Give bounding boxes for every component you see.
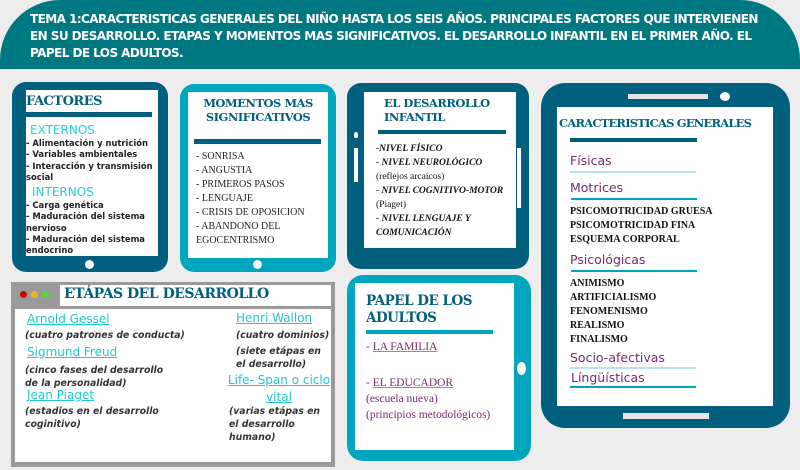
desarrollo-screen — [364, 92, 516, 248]
list-item: - Variables ambientales — [26, 149, 138, 160]
divider — [570, 138, 697, 142]
list-item: - Interacción y transmisión social — [26, 160, 153, 182]
socio-heading: Socio-afectivas — [570, 350, 665, 365]
fisicas-heading: Físicas — [570, 153, 612, 168]
list-item: PSICOMOTRICIDAD GRUESA — [570, 206, 713, 217]
maximize-dot-icon — [42, 291, 49, 298]
side-button — [354, 148, 358, 182]
home-button — [85, 260, 94, 269]
page-title: TEMA 1:CARACTERISTICAS GENERALES DEL NIÑO HASTA LOS SEIS AÑOS. PRINCIPALES FACTORES QUE INTERVIENEN EN SU DESARROLLO. ETAPAS Y MOMENTOS MAS SIGNIFICATIVOS. EL DESARROLLO INFANTIL EN EL PRIMER AÑO. EL PAPEL DE LOS ADULTOS. — [30, 12, 758, 60]
list-item: - NIVEL COGNITIVO-MOTOR — [376, 186, 504, 196]
minimize-dot-icon — [31, 291, 38, 298]
educador-note: (principios metodológicos) — [366, 409, 491, 421]
caracteristicas-title: CARACTERISTICAS GENERALES — [559, 116, 752, 130]
home-button — [517, 362, 526, 375]
link-life-span[interactable]: Life- Span o ciclo vital — [227, 373, 331, 404]
author-note: (cinco fases del desarrollo de la personalidad) — [25, 365, 164, 389]
home-button — [253, 260, 262, 269]
linguisticas-heading: Língüísticas — [571, 370, 645, 385]
list-item: - NIVEL NEUROLÓGICO — [376, 158, 483, 168]
divider — [570, 171, 696, 173]
list-item: FINALISMO — [570, 334, 628, 345]
externos-label: EXTERNOS — [30, 123, 95, 137]
author-note: (estadios en el desarrollo coginitivo) — [25, 406, 159, 430]
etapas-title-bar — [60, 285, 331, 306]
momentos-screen — [188, 92, 328, 258]
dash: - — [366, 341, 373, 353]
list-item: (Piaget) — [376, 200, 407, 210]
familia-item — [366, 341, 437, 353]
list-item: FENOMENISMO — [570, 306, 648, 317]
list-item: - ABANDONO DEL EGOCENTRISMO — [196, 221, 281, 246]
author-note: (cuatro dominios) — [236, 330, 330, 341]
divider — [570, 386, 696, 388]
externos-list — [26, 138, 158, 183]
list-item: ARTIFICIALISMO — [570, 292, 657, 303]
divider — [571, 198, 697, 200]
motrices-heading: Motrices — [570, 180, 624, 195]
divider — [571, 270, 697, 272]
educador-label: EL EDUCADOR — [372, 377, 454, 389]
divider — [194, 139, 321, 144]
internos-label: INTERNOS — [32, 185, 94, 199]
side-button — [517, 148, 521, 208]
home-bar — [623, 413, 709, 419]
divider — [378, 130, 506, 134]
list-item: ANIMISMO — [570, 278, 625, 289]
author-note: (cuatro patrones de conducta) — [25, 330, 185, 341]
list-item: - Alimentación y nutrición — [26, 138, 148, 148]
momentos-list — [196, 150, 326, 248]
desarrollo-list — [376, 142, 516, 240]
list-item: - Maduración del sistema endocrino — [26, 233, 145, 256]
momentos-title: MOMENTOS MAS SIGNIFICATIVOS — [203, 96, 313, 124]
psicologicas-heading: Psicológicas — [570, 252, 646, 267]
factores-screen — [26, 90, 158, 256]
divider — [366, 330, 493, 334]
list-item: - LENGUAJE — [196, 193, 253, 204]
list-item: ESQUEMA CORPORAL — [570, 234, 680, 245]
list-item: REALISMO — [570, 320, 625, 331]
list-item: - NIVEL LENGUAJE Y COMUNICACIÓN — [376, 214, 471, 238]
author-note: (siete etápas en el desarrollo) — [236, 346, 321, 370]
psicologicas-list — [570, 277, 656, 347]
list-item: - PRIMEROS PASOS — [196, 179, 285, 190]
author-note: (varias etápas en el desarrollo humano) — [229, 406, 321, 443]
link-arnold-gessel[interactable]: Arnold Gessel — [27, 312, 110, 326]
factores-title: FACTORES — [26, 94, 102, 109]
educador-item — [366, 375, 511, 423]
list-item: -NIVEL FÍSICO — [376, 144, 443, 154]
desarrollo-title: EL DESARROLLO INFANTIL — [384, 96, 490, 124]
link-sigmund-freud[interactable]: Sigmund Freud — [27, 345, 118, 359]
etapas-title: ETÁPAS DEL DESARROLLO — [64, 286, 269, 302]
divider — [570, 367, 696, 369]
papel-title: PAPEL DE LOS ADULTOS — [366, 293, 472, 326]
list-item: (reflejos arcaicos) — [376, 172, 445, 182]
educador-note: (escuela nueva) — [366, 393, 438, 405]
familia-label: LA FAMILIA — [372, 341, 438, 353]
caracteristicas-screen — [557, 107, 773, 406]
internos-list — [26, 200, 158, 256]
list-item: - ANGUSTIA — [196, 165, 253, 176]
speaker — [628, 94, 708, 99]
list-item: - Carga genética — [26, 200, 104, 210]
dash: - — [366, 377, 373, 389]
list-item: - CRISIS DE OPOSICION — [196, 207, 305, 218]
motrices-list — [570, 205, 713, 247]
camera-dot — [354, 132, 358, 138]
list-item: - SONRISA — [196, 151, 245, 162]
link-henri-wallon[interactable]: Henri Wallon — [236, 311, 313, 325]
papel-screen — [355, 283, 514, 450]
list-item: - Maduración del sistema nervioso — [26, 211, 145, 233]
close-dot-icon — [20, 291, 27, 298]
etapas-content — [15, 309, 331, 462]
link-jean-piaget[interactable]: Jean Piaget — [27, 388, 95, 402]
camera-dot — [720, 92, 730, 101]
list-item: PSICOMOTRICIDAD FINA — [570, 220, 696, 231]
divider — [26, 112, 152, 117]
